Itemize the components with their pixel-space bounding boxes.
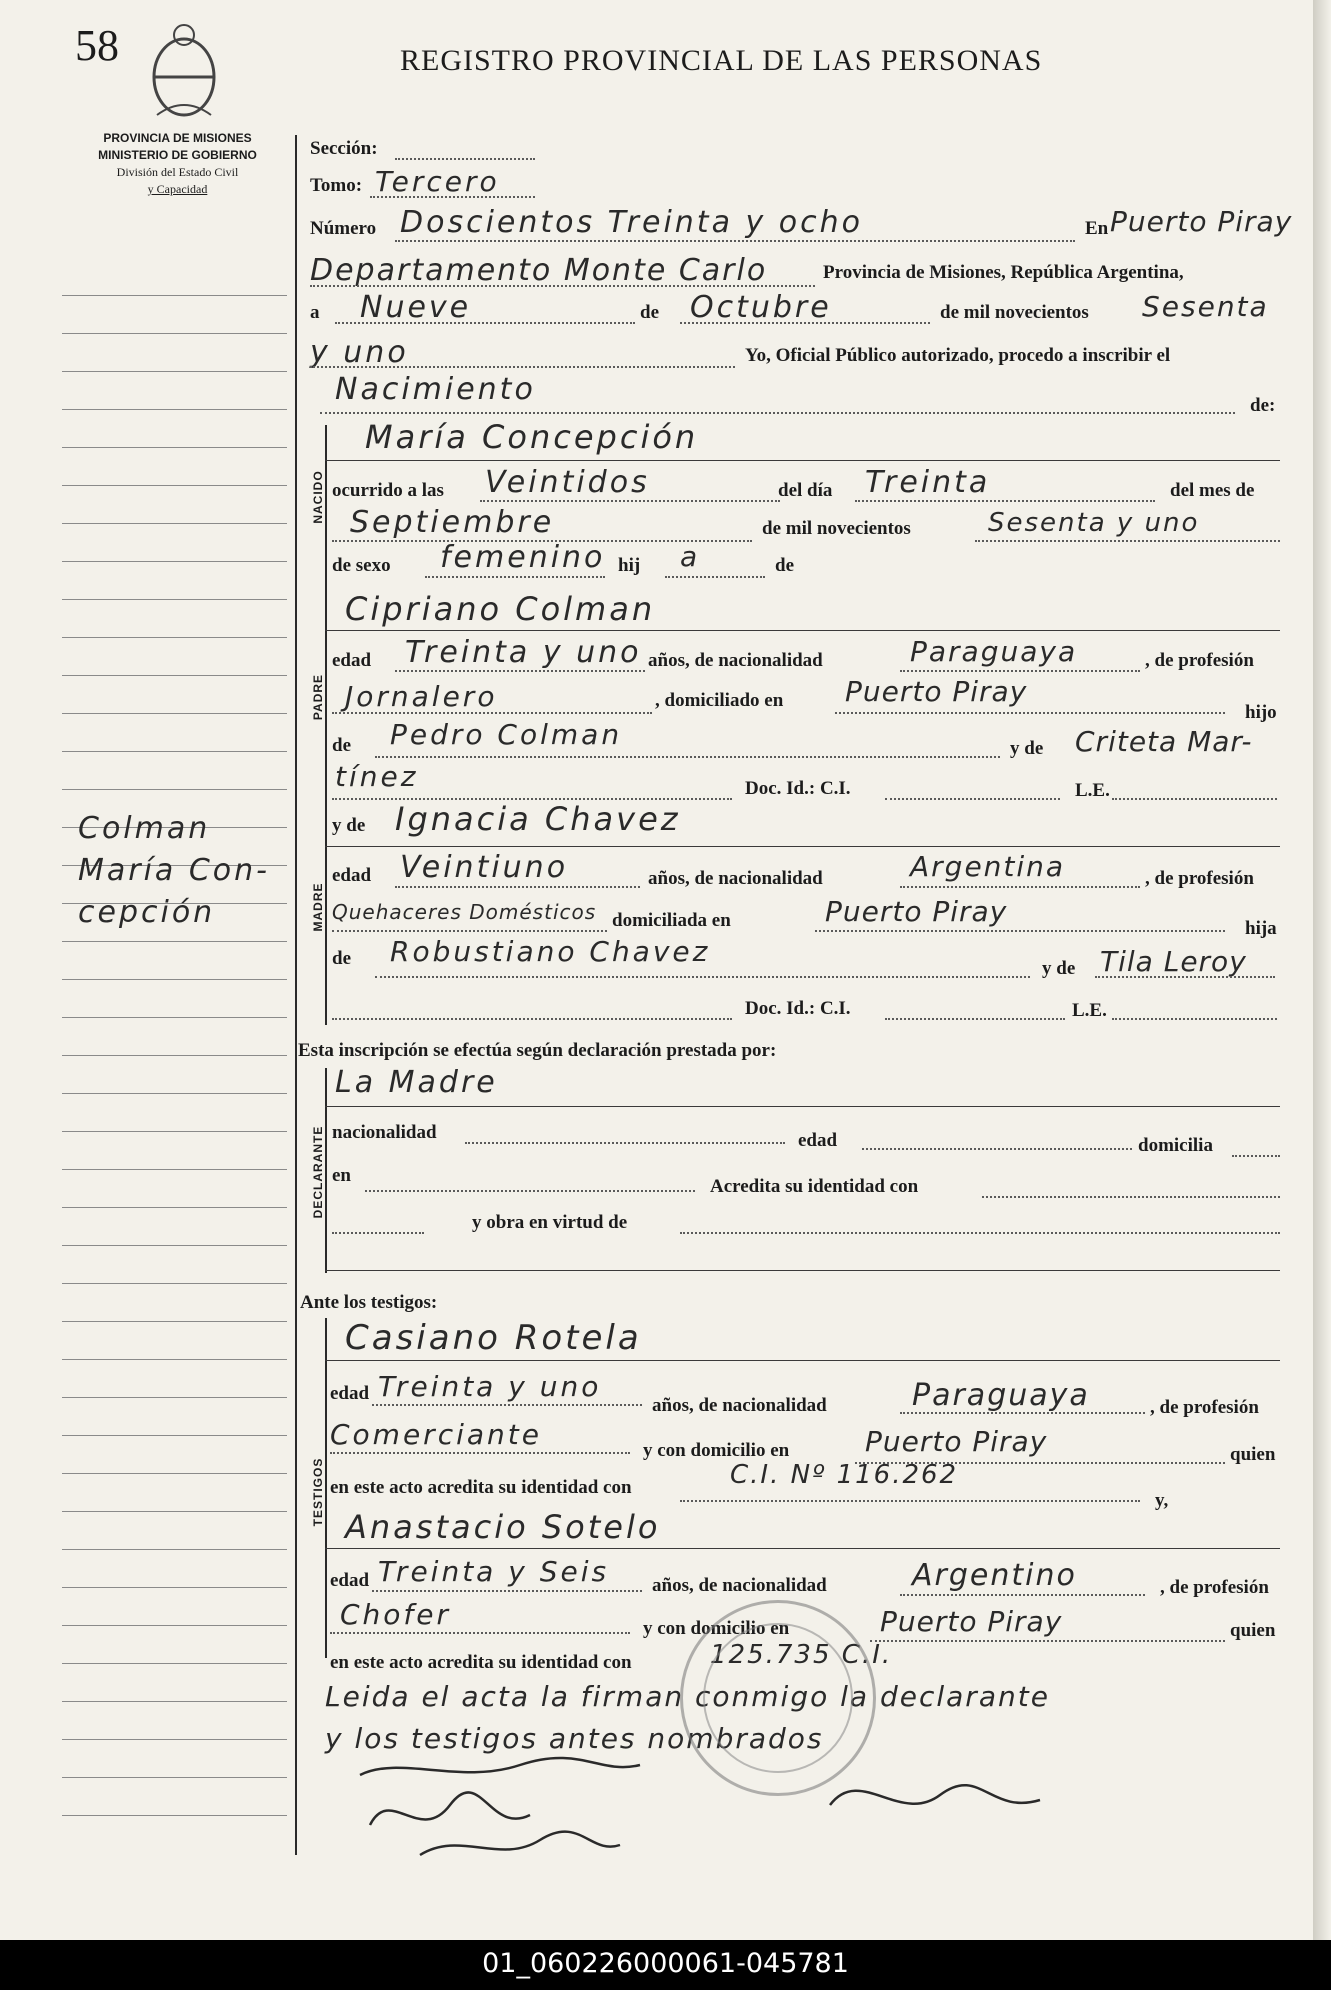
margin-ruled-line bbox=[62, 1625, 287, 1626]
y-de-label-2: y de bbox=[1042, 958, 1076, 979]
margin-note-line1: Colman bbox=[78, 811, 211, 846]
mil-novecientos-label: de mil novecientos bbox=[940, 302, 1089, 323]
declarante-nac-line bbox=[465, 1142, 785, 1144]
madre-prof-line bbox=[332, 930, 607, 932]
madre-section-label: MADRE bbox=[311, 882, 325, 932]
padre-prof-value: Jornalero bbox=[345, 680, 498, 713]
provincia-label: Provincia de Misiones, República Argentina, bbox=[823, 262, 1184, 283]
abuelo-paterno: Pedro Colman bbox=[390, 718, 623, 751]
margin-ruled-line bbox=[62, 1511, 287, 1512]
capacity-label: y Capacidad bbox=[147, 182, 208, 196]
inscribir-value: Nacimiento bbox=[335, 372, 536, 407]
margin-ruled-line bbox=[62, 1815, 287, 1816]
testigo1-edad-label: edad bbox=[330, 1383, 370, 1404]
padre-doc-line bbox=[885, 798, 1060, 800]
anio-value-2: y uno bbox=[310, 335, 409, 370]
sexo-value: femenino bbox=[440, 540, 606, 575]
margin-ruled-line bbox=[62, 1473, 287, 1474]
padre-dom-line bbox=[835, 712, 1225, 714]
testigo1-prof-value: Comerciante bbox=[330, 1418, 542, 1451]
declarante-section-label: DECLARANTE bbox=[311, 1125, 325, 1219]
declarante-nombre: La Madre bbox=[335, 1065, 498, 1100]
padre-nac-label: años, de nacionalidad bbox=[648, 650, 823, 671]
de-label-3: de bbox=[775, 555, 794, 576]
margin-ruled-line bbox=[62, 751, 287, 752]
testigo2-edad-label: edad bbox=[330, 1570, 370, 1591]
padre-dom-value: Puerto Piray bbox=[845, 675, 1028, 708]
margin-ruled-line bbox=[62, 333, 287, 334]
margin-ruled-line bbox=[62, 941, 287, 942]
oficial-label: Yo, Oficial Público autorizado, procedo a inscribir el bbox=[745, 345, 1171, 366]
madre-dom-value: Puerto Piray bbox=[825, 895, 1008, 928]
mil-nac-label: de mil novecientos bbox=[762, 518, 911, 539]
numero-line bbox=[395, 240, 1075, 242]
testigo2-acredita-label: en este acto acredita su identidad con bbox=[330, 1652, 632, 1673]
abuelo-materno-line bbox=[375, 976, 1030, 978]
de-label-1: de bbox=[640, 302, 659, 323]
mes-nac-value: Septiembre bbox=[350, 505, 555, 540]
declarante-divider bbox=[325, 1068, 327, 1273]
padre-nac-line bbox=[900, 670, 1140, 672]
madre-de-label: de bbox=[332, 948, 351, 969]
declarante-en-line bbox=[365, 1190, 695, 1192]
margin-ruled-line bbox=[62, 447, 287, 448]
testigo2-quien-label: quien bbox=[1230, 1620, 1276, 1641]
madre-nac-line bbox=[900, 886, 1140, 888]
testigo2-edad-value: Treinta y Seis bbox=[378, 1555, 610, 1588]
padre-le-line bbox=[1112, 798, 1277, 800]
margin-ruled-line bbox=[62, 1587, 287, 1588]
cierre-linea-2: y los testigos antes nombrados bbox=[325, 1722, 824, 1755]
margin-note-line3: cepción bbox=[78, 895, 216, 930]
margin-ruled-line bbox=[62, 1055, 287, 1056]
en-value: Puerto Piray bbox=[1110, 205, 1293, 238]
ministry-label: MINISTERIO DE GOBIERNO bbox=[98, 148, 257, 162]
testigos-divider bbox=[325, 1318, 327, 1658]
padre-le-label: L.E. bbox=[1075, 780, 1110, 801]
margin-ruled-line bbox=[62, 523, 287, 524]
margin-ruled-line bbox=[62, 789, 287, 790]
testigo1-prof-label: , de profesión bbox=[1150, 1397, 1259, 1418]
testigos-intro-label: Ante los testigos: bbox=[300, 1292, 438, 1313]
testigo1-edad-line bbox=[372, 1404, 642, 1406]
madre-doc-label: Doc. Id.: C.I. bbox=[745, 998, 851, 1019]
testigo1-y-label: y, bbox=[1155, 1490, 1169, 1511]
declarante-acredita-line bbox=[982, 1196, 1280, 1198]
margin-ruled-line bbox=[62, 1169, 287, 1170]
testigo1-nombre: Casiano Rotela bbox=[345, 1318, 642, 1358]
dia-value: Nueve bbox=[360, 290, 472, 325]
padre-de-label: de bbox=[332, 735, 351, 756]
testigo1-nombre-line bbox=[325, 1360, 1280, 1361]
margin-ruled-line bbox=[62, 1131, 287, 1132]
margin-ruled-line bbox=[62, 1245, 287, 1246]
mes-line bbox=[680, 322, 930, 324]
margin-ruled-line bbox=[62, 371, 287, 372]
margin-ruled-line bbox=[62, 295, 287, 296]
tomo-label: Tomo: bbox=[310, 175, 363, 196]
hij-line bbox=[665, 576, 765, 578]
margin-ruled-line bbox=[62, 409, 287, 410]
declarante-edad-label: edad bbox=[798, 1130, 838, 1151]
sexo-label: de sexo bbox=[332, 555, 391, 576]
declarante-dom-line bbox=[1232, 1155, 1280, 1157]
abuela-materna: Tila Leroy bbox=[1100, 945, 1247, 978]
declarante-obra-label: y obra en virtud de bbox=[472, 1212, 628, 1233]
madre-hija-label: hija bbox=[1245, 918, 1277, 939]
madre-edad-value: Veintiuno bbox=[400, 850, 569, 885]
madre-extra-line bbox=[332, 1018, 732, 1020]
ocurrido-label: ocurrido a las bbox=[332, 480, 444, 501]
padre-edad-line bbox=[395, 670, 645, 672]
declaracion-label: Esta inscripción se efectúa según declaración prestada por: bbox=[298, 1040, 777, 1061]
abuela-paterna-2: tínez bbox=[335, 760, 419, 793]
official-stamp bbox=[680, 1600, 876, 1796]
dia-nac-value: Treinta bbox=[865, 465, 991, 500]
a-label: a bbox=[310, 302, 320, 323]
division-label: División del Estado Civil bbox=[116, 165, 239, 179]
anio-nac-line bbox=[975, 540, 1280, 542]
testigo1-prof-line bbox=[330, 1452, 630, 1454]
sexo-line bbox=[425, 576, 605, 578]
madre-y-de-label: y de bbox=[332, 815, 366, 836]
declarante-obra-pre-line bbox=[332, 1232, 424, 1234]
margin-ruled-line bbox=[62, 1701, 287, 1702]
declarante-obra-line bbox=[680, 1232, 1280, 1234]
margin-ruled-line bbox=[62, 979, 287, 980]
madre-nombre-line bbox=[325, 846, 1280, 847]
coat-of-arms-icon bbox=[145, 15, 223, 125]
padre-madre-divider bbox=[325, 640, 327, 1025]
madre-prof-value: Quehaceres Domésticos bbox=[332, 900, 597, 924]
padre-nombre-line bbox=[325, 630, 1280, 631]
padre-edad-value: Treinta y uno bbox=[405, 635, 642, 670]
testigo2-prof-value: Chofer bbox=[340, 1598, 452, 1631]
hora-value: Veintidos bbox=[485, 465, 650, 500]
padre-dom-label: , domiciliado en bbox=[655, 690, 784, 711]
page-number: 58 bbox=[75, 21, 119, 70]
testigo2-dom-label: y con domicilio en bbox=[643, 1618, 790, 1639]
testigo2-prof-line bbox=[330, 1632, 630, 1634]
del-mes-label: del mes de bbox=[1170, 480, 1255, 501]
margin-ruled-line bbox=[62, 675, 287, 676]
declarante-end-line bbox=[325, 1270, 1280, 1271]
margin-ruled-line bbox=[62, 1777, 287, 1778]
declarante-edad-line bbox=[862, 1148, 1132, 1150]
testigo2-nombre: Anastacio Sotelo bbox=[345, 1508, 661, 1546]
hij-label: hij bbox=[618, 555, 641, 576]
madre-prof-label: , de profesión bbox=[1145, 868, 1254, 889]
testigo2-prof-label: , de profesión bbox=[1160, 1577, 1269, 1598]
testigo1-doc-value: C.I. Nº 116.262 bbox=[730, 1460, 959, 1490]
de-label-2: de: bbox=[1250, 395, 1276, 416]
margin-note bbox=[78, 808, 270, 934]
nacido-nombre: María Concepción bbox=[365, 418, 699, 456]
madre-nac-label: años, de nacionalidad bbox=[648, 868, 823, 889]
testigo2-edad-line bbox=[372, 1590, 642, 1592]
registry-title: REGISTRO PROVINCIAL DE LAS PERSONAS bbox=[400, 44, 1043, 77]
margin-ruled-line bbox=[62, 1435, 287, 1436]
hora-line bbox=[480, 500, 780, 502]
testigo1-dom-label: y con domicilio en bbox=[643, 1440, 790, 1461]
seccion-line bbox=[395, 158, 535, 160]
page-edge bbox=[1313, 0, 1331, 1940]
margin-ruled-line bbox=[62, 1093, 287, 1094]
margin-ruled-line bbox=[62, 637, 287, 638]
hij-value: a bbox=[680, 540, 701, 573]
declarante-acredita-label: Acredita su identidad con bbox=[710, 1176, 919, 1197]
anio-value-1: Sesenta bbox=[1142, 290, 1269, 323]
margin-ruled-line bbox=[62, 1549, 287, 1550]
testigo2-dom-line bbox=[870, 1640, 1225, 1642]
abuelo-paterno-line bbox=[375, 756, 1000, 758]
anio-line-2 bbox=[310, 366, 735, 368]
margin-ruled-line bbox=[62, 1359, 287, 1360]
declarante-nombre-line bbox=[325, 1106, 1280, 1107]
seccion-label: Sección: bbox=[310, 138, 378, 159]
declarante-dom-label: domicilia bbox=[1138, 1135, 1213, 1156]
cierre-linea-1: Leida el acta la firman conmigo la declarante bbox=[325, 1680, 1050, 1713]
testigo2-nombre-line bbox=[325, 1548, 1280, 1549]
nacido-nombre-line bbox=[325, 460, 1280, 461]
padre-prof-line bbox=[332, 712, 652, 714]
madre-le-line bbox=[1112, 1018, 1277, 1020]
madre-edad-line bbox=[395, 886, 640, 888]
margin-ruled-line bbox=[62, 561, 287, 562]
testigo1-quien-label: quien bbox=[1230, 1444, 1276, 1465]
testigo2-nac-label: años, de nacionalidad bbox=[652, 1575, 827, 1596]
margin-divider bbox=[295, 135, 297, 1855]
testigo2-nac-value: Argentino bbox=[912, 1558, 1077, 1593]
madre-nac-value: Argentina bbox=[910, 850, 1066, 883]
margin-ruled-line bbox=[62, 1017, 287, 1018]
testigo1-edad-value: Treinta y uno bbox=[378, 1370, 602, 1403]
declarante-nac-label: nacionalidad bbox=[332, 1122, 437, 1143]
testigos-section-label: TESTIGOS bbox=[311, 1457, 325, 1527]
padre-hijo-label: hijo bbox=[1245, 702, 1277, 723]
dia-nac-line bbox=[855, 500, 1155, 502]
province-label: PROVINCIA DE MISIONES bbox=[103, 131, 252, 145]
margin-ruled-line bbox=[62, 1283, 287, 1284]
ministry-block bbox=[65, 130, 290, 198]
mes-value: Octubre bbox=[690, 290, 832, 325]
inscribir-line bbox=[320, 412, 1235, 414]
numero-value: Doscientos Treinta y ocho bbox=[400, 205, 863, 240]
testigo1-dom-value: Puerto Piray bbox=[865, 1425, 1048, 1458]
margin-ruled-line bbox=[62, 1739, 287, 1740]
testigo2-dom-value: Puerto Piray bbox=[880, 1605, 1063, 1638]
abuelo-materno: Robustiano Chavez bbox=[390, 935, 711, 968]
margin-note-line2: María Con- bbox=[78, 853, 270, 888]
madre-dom-label: domiciliada en bbox=[612, 910, 731, 931]
testigo1-doc-line bbox=[680, 1500, 1140, 1502]
margin-ruled-line bbox=[62, 485, 287, 486]
madre-dom-line bbox=[815, 930, 1225, 932]
margin-ruled-line bbox=[62, 1207, 287, 1208]
padre-edad-label: edad bbox=[332, 650, 372, 671]
madre-le-label: L.E. bbox=[1072, 1000, 1107, 1021]
padre-section-label: PADRE bbox=[311, 673, 325, 721]
padre-prof-label: , de profesión bbox=[1145, 650, 1254, 671]
padre-doc-label: Doc. Id.: C.I. bbox=[745, 778, 851, 799]
y-de-label-1: y de bbox=[1010, 738, 1044, 759]
anio-nac-value: Sesenta y uno bbox=[988, 508, 1200, 538]
footer-id: 01_060226000061-045781 bbox=[482, 1948, 849, 1979]
madre-doc-line bbox=[885, 1018, 1065, 1020]
testigo1-nac-value: Paraguaya bbox=[912, 1378, 1090, 1413]
margin-ruled-line bbox=[62, 599, 287, 600]
madre-edad-label: edad bbox=[332, 865, 372, 886]
departamento-line bbox=[310, 285, 815, 287]
madre-nombre: Ignacia Chavez bbox=[395, 800, 681, 838]
padre-nac-value: Paraguaya bbox=[910, 635, 1078, 668]
dia-line bbox=[335, 322, 635, 324]
nacido-section-label: NACIDO bbox=[311, 470, 325, 524]
departamento-value: Departamento Monte Carlo bbox=[310, 253, 768, 288]
testigo1-nac-line bbox=[900, 1412, 1145, 1414]
tomo-value: Tercero bbox=[375, 165, 500, 198]
declarante-en-label: en bbox=[332, 1165, 351, 1186]
margin-ruled-line bbox=[62, 713, 287, 714]
margin-ruled-line bbox=[62, 1321, 287, 1322]
testigo2-doc-value: 125.735 C.I. bbox=[710, 1640, 893, 1670]
tomo-line bbox=[370, 196, 535, 198]
numero-label: Número bbox=[310, 218, 377, 239]
del-dia-label: del día bbox=[778, 480, 833, 501]
testigo2-nac-line bbox=[900, 1594, 1145, 1596]
testigo1-nac-label: años, de nacionalidad bbox=[652, 1395, 827, 1416]
en-label: En bbox=[1085, 218, 1109, 239]
margin-ruled-line bbox=[62, 1663, 287, 1664]
abuela-materna-line bbox=[1095, 976, 1275, 978]
testigo1-acredita-label: en este acto acredita su identidad con bbox=[330, 1477, 632, 1498]
padre-nombre: Cipriano Colman bbox=[345, 590, 656, 628]
margin-ruled-line bbox=[62, 1397, 287, 1398]
abuela-paterna-1: Criteta Mar- bbox=[1075, 725, 1253, 758]
